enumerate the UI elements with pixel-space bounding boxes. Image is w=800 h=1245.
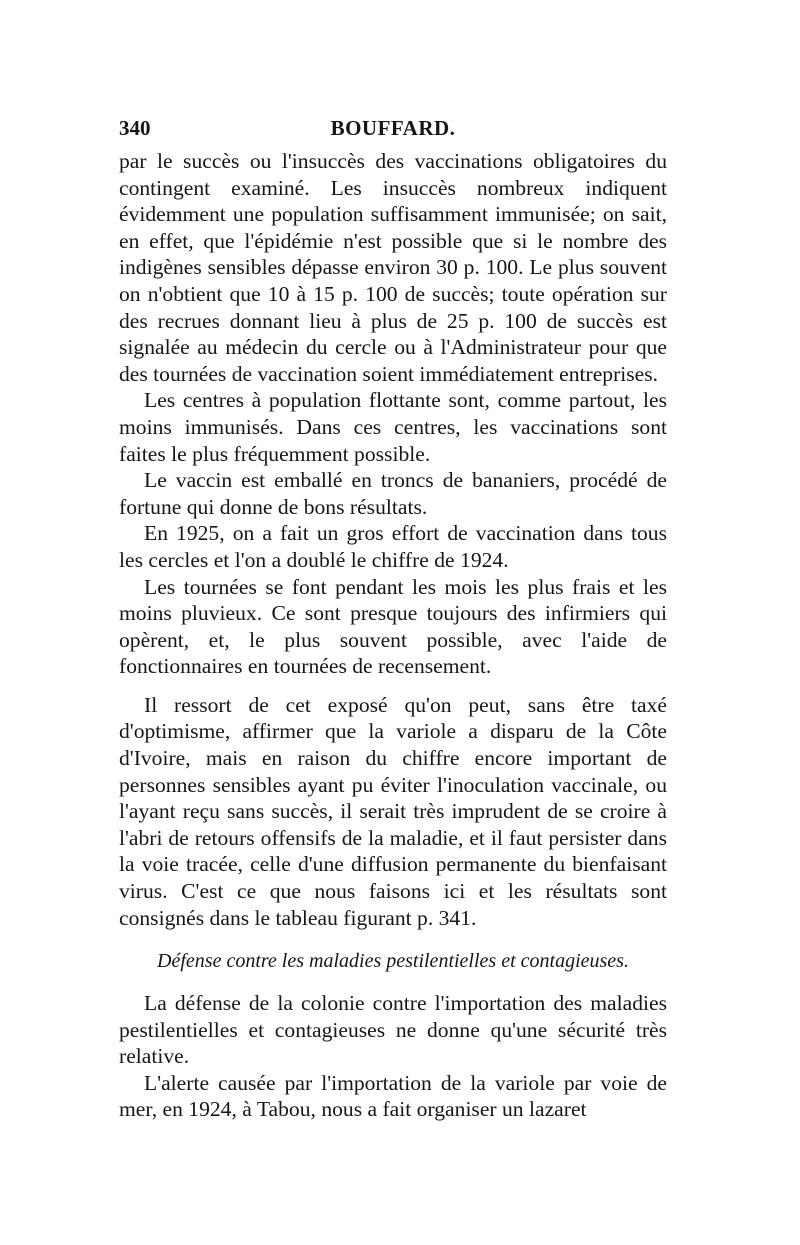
paragraph: En 1925, on a fait un gros effort de vaccination dans tous les cercles et l'on a doublé le chiffre de 1924.: [119, 521, 667, 572]
paragraph: La défense de la colonie contre l'importation des maladies pestilentielles et contagieuses ne donne qu'une sécurité très relative.: [119, 991, 667, 1069]
body-text: [119, 148, 667, 931]
paragraph: Les tournées se font pendant les mois les plus frais et les moins pluvieux. Ce sont presque toujours des infirmiers qui opèrent, et, le plus souvent possible, avec l'aide de fonctionnaires en tournées de recensement.: [119, 574, 667, 679]
paragraph: L'alerte causée par l'importation de la variole par voie de mer, en 1924, à Tabou, nous a fait organiser un lazaret: [119, 1070, 667, 1122]
section-body-text: [119, 990, 667, 1123]
page-header: [119, 116, 667, 146]
paragraph: Les centres à population flottante sont, comme partout, les moins immunisés. Dans ces centres, les vaccinations sont faites le plus fréquemment possible.: [119, 388, 667, 466]
running-title: BOUFFARD.: [330, 116, 456, 140]
page-number: 340: [119, 116, 151, 140]
paragraph: Il ressort de cet exposé qu'on peut, sans être taxé d'optimisme, affirmer que la variole a disparu de la Côte d'Ivoire, mais en raison du chiffre encore important de personnes sensibles ayant pu éviter l'inoculation vaccinale, ou l'ayant reçu sans succès, il serait très imprudent de se croire à l'abri de retours offensifs de la maladie, et il faut persister dans la voie tracée, celle d'une diffusion permanente du bienfaisant virus. C'est ce que nous faisons ici et les résultats sont consignés dans le tableau figurant p. 341.: [119, 692, 667, 930]
paragraph: Le vaccin est emballé en troncs de bananiers, procédé de fortune qui donne de bons résultats.: [119, 468, 667, 519]
section-title: Défense contre les maladies pestilentielles et contagieuses.: [157, 950, 629, 972]
paragraph-continued: par le succès ou l'insuccès des vaccinations obligatoires du contingent examiné. Les insuccès nombreux indiquent évidemment une population suffisamment immunisée; on sait, en effet, que l'épidémie n'est possible que si le nombre des indigènes sensibles dépasse environ 30 p. 100. Le plus souvent on n'obtient que 10 à 15 p. 100 de succès; toute opération sur des recrues donnant lieu à plus de 25 p. 100 de succès est signalée au médecin du cercle ou à l'Administrateur pour que des tournées de vaccination soient immédiatement entreprises.: [119, 149, 667, 386]
